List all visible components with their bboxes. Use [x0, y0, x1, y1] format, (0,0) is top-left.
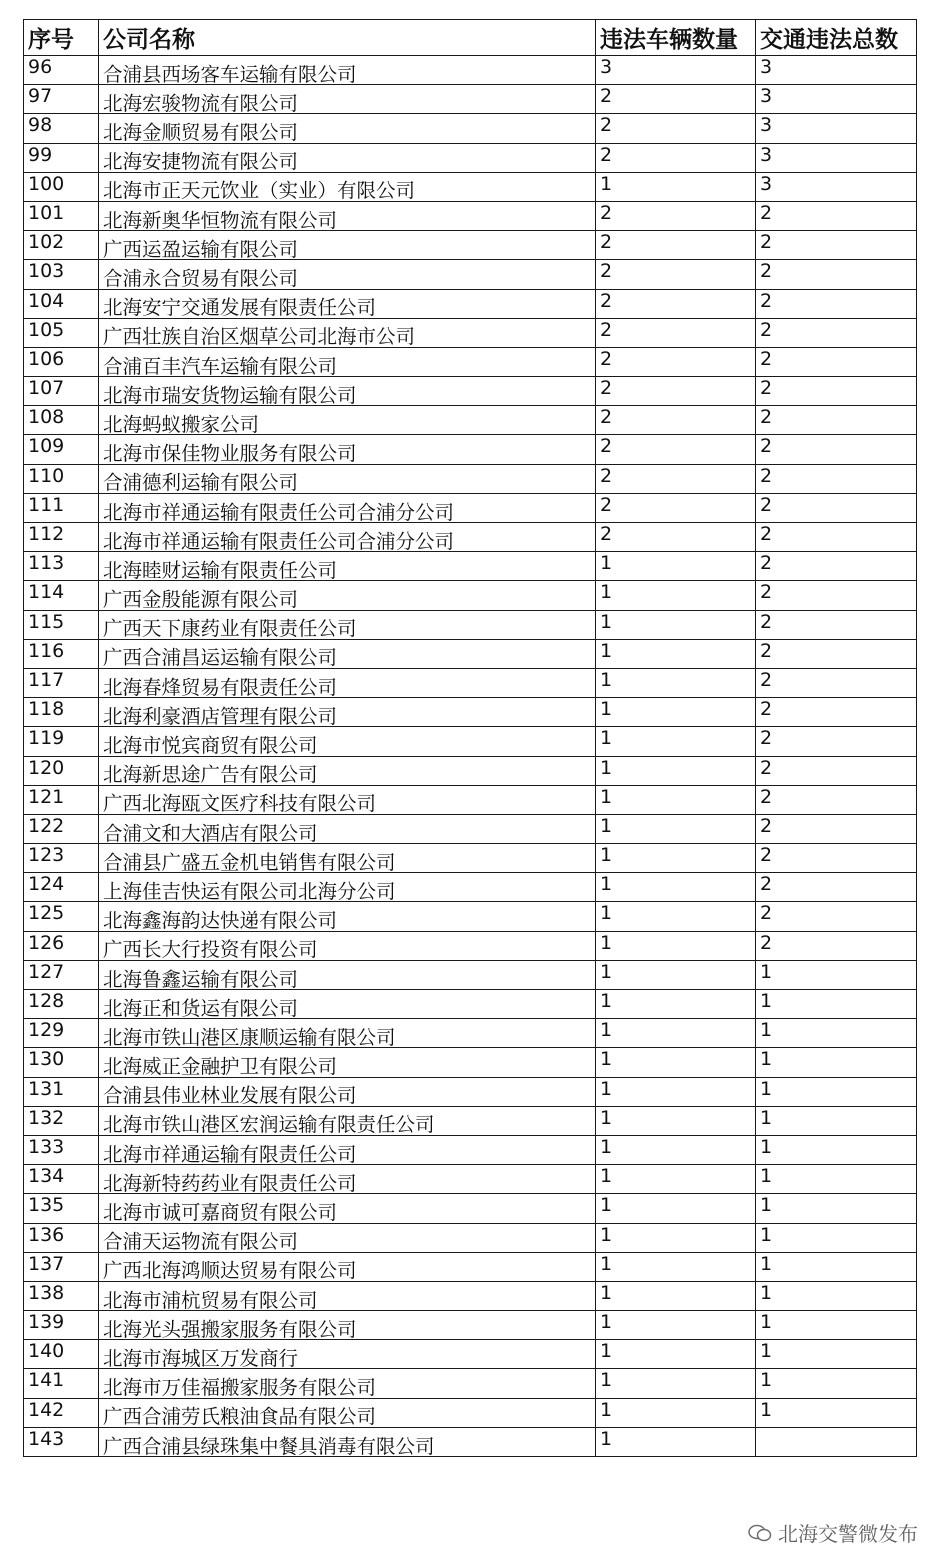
table-row [24, 698, 917, 727]
row-index: 121 [24, 785, 99, 814]
company-name: 合浦百丰汽车运输有限公司 [99, 347, 596, 376]
row-index: 114 [24, 581, 99, 610]
table-row [24, 931, 917, 960]
violation-total: 3 [756, 114, 917, 143]
violation-total: 2 [756, 347, 917, 376]
violation-total: 2 [756, 552, 917, 581]
vehicle-count: 1 [596, 552, 756, 581]
header-vehicle-count: 违法车辆数量 [596, 20, 756, 56]
violation-total: 3 [756, 143, 917, 172]
violation-total: 2 [756, 260, 917, 289]
company-name: 北海市祥通运输有限责任公司合浦分公司 [99, 493, 596, 522]
company-name: 北海市保佳物业服务有限公司 [99, 435, 596, 464]
table-row [24, 610, 917, 639]
vehicle-count: 3 [596, 56, 756, 85]
vehicle-count: 2 [596, 231, 756, 260]
table-row [24, 1135, 917, 1164]
row-index: 97 [24, 85, 99, 114]
company-name: 北海睦财运输有限责任公司 [99, 552, 596, 581]
violation-total: 2 [756, 844, 917, 873]
table-row [24, 289, 917, 318]
company-name: 北海市祥通运输有限责任公司合浦分公司 [99, 523, 596, 552]
row-index: 129 [24, 1019, 99, 1048]
table-row [24, 56, 917, 85]
vehicle-count: 1 [596, 1135, 756, 1164]
row-index: 138 [24, 1281, 99, 1310]
violation-total: 1 [756, 1223, 917, 1252]
vehicle-count: 1 [596, 698, 756, 727]
vehicle-count: 1 [596, 581, 756, 610]
table-row [24, 1106, 917, 1135]
row-index: 133 [24, 1135, 99, 1164]
violation-total: 1 [756, 960, 917, 989]
table-row [24, 493, 917, 522]
table-row [24, 1340, 917, 1369]
violation-total: 2 [756, 406, 917, 435]
table-row [24, 347, 917, 376]
violation-total: 2 [756, 201, 917, 230]
table-row [24, 201, 917, 230]
row-index: 119 [24, 727, 99, 756]
table-row [24, 172, 917, 201]
company-name: 北海正和货运有限公司 [99, 990, 596, 1019]
company-name: 北海新特药药业有限责任公司 [99, 1165, 596, 1194]
company-name: 合浦永合贸易有限公司 [99, 260, 596, 289]
row-index: 141 [24, 1369, 99, 1398]
company-name: 北海市悦宾商贸有限公司 [99, 727, 596, 756]
company-name: 北海市正天元饮业（实业）有限公司 [99, 172, 596, 201]
violation-total: 3 [756, 56, 917, 85]
row-index: 124 [24, 873, 99, 902]
company-name: 北海市诚可嘉商贸有限公司 [99, 1194, 596, 1223]
violation-total: 2 [756, 318, 917, 347]
violation-total: 2 [756, 902, 917, 931]
row-index: 135 [24, 1194, 99, 1223]
table-row [24, 143, 917, 172]
row-index: 103 [24, 260, 99, 289]
row-index: 110 [24, 464, 99, 493]
vehicle-count: 1 [596, 1427, 756, 1456]
violation-total: 1 [756, 1048, 917, 1077]
table-row [24, 785, 917, 814]
row-index: 130 [24, 1048, 99, 1077]
vehicle-count: 1 [596, 1281, 756, 1310]
row-index: 99 [24, 143, 99, 172]
row-index: 109 [24, 435, 99, 464]
company-name: 北海安捷物流有限公司 [99, 143, 596, 172]
row-index: 116 [24, 639, 99, 668]
row-index: 104 [24, 289, 99, 318]
row-index: 126 [24, 931, 99, 960]
vehicle-count: 2 [596, 406, 756, 435]
vehicle-count: 2 [596, 114, 756, 143]
violation-total: 1 [756, 1281, 917, 1310]
table-row [24, 960, 917, 989]
violation-total: 2 [756, 610, 917, 639]
company-name: 合浦天运物流有限公司 [99, 1223, 596, 1252]
company-name: 北海市海城区万发商行 [99, 1340, 596, 1369]
row-index: 115 [24, 610, 99, 639]
table-row [24, 1019, 917, 1048]
row-index: 125 [24, 902, 99, 931]
watermark-text: 北海交警微发布 [778, 1522, 918, 1546]
vehicle-count: 1 [596, 1019, 756, 1048]
table-row [24, 523, 917, 552]
table-row [24, 318, 917, 347]
vehicle-count: 1 [596, 1311, 756, 1340]
vehicle-count: 1 [596, 960, 756, 989]
company-name: 广西北海瓯文医疗科技有限公司 [99, 785, 596, 814]
violation-total: 2 [756, 523, 917, 552]
vehicle-count: 2 [596, 523, 756, 552]
row-index: 128 [24, 990, 99, 1019]
company-name: 北海市万佳福搬家服务有限公司 [99, 1369, 596, 1398]
vehicle-count: 2 [596, 464, 756, 493]
company-name: 北海市铁山港区康顺运输有限公司 [99, 1019, 596, 1048]
vehicle-count: 2 [596, 289, 756, 318]
violation-total: 2 [756, 727, 917, 756]
table-row [24, 1223, 917, 1252]
vehicle-count: 1 [596, 1106, 756, 1135]
vehicle-count: 1 [596, 990, 756, 1019]
violation-total: 1 [756, 1311, 917, 1340]
vehicle-count: 1 [596, 1340, 756, 1369]
company-name: 广西壮族自治区烟草公司北海市公司 [99, 318, 596, 347]
row-index: 136 [24, 1223, 99, 1252]
table-row [24, 990, 917, 1019]
violation-total: 1 [756, 990, 917, 1019]
row-index: 132 [24, 1106, 99, 1135]
violation-total: 2 [756, 756, 917, 785]
company-name: 北海蚂蚁搬家公司 [99, 406, 596, 435]
vehicle-count: 2 [596, 435, 756, 464]
table-row [24, 581, 917, 610]
row-index: 117 [24, 668, 99, 697]
company-name: 北海威正金融护卫有限公司 [99, 1048, 596, 1077]
table-row [24, 231, 917, 260]
company-name: 北海宏骏物流有限公司 [99, 85, 596, 114]
company-name: 合浦县伟业林业发展有限公司 [99, 1077, 596, 1106]
company-name: 广西长大行投资有限公司 [99, 931, 596, 960]
company-name: 广西金殷能源有限公司 [99, 581, 596, 610]
violation-total: 2 [756, 668, 917, 697]
vehicle-count: 1 [596, 814, 756, 843]
violation-total [756, 1427, 917, 1456]
row-index: 100 [24, 172, 99, 201]
row-index: 105 [24, 318, 99, 347]
table-row [24, 639, 917, 668]
header-index: 序号 [24, 20, 99, 56]
vehicle-count: 2 [596, 201, 756, 230]
row-index: 137 [24, 1252, 99, 1281]
row-index: 142 [24, 1398, 99, 1427]
violation-total: 1 [756, 1252, 917, 1281]
violation-total: 2 [756, 785, 917, 814]
violation-total: 2 [756, 814, 917, 843]
company-name: 北海市祥通运输有限责任公司 [99, 1135, 596, 1164]
company-name: 广西北海鸿顺达贸易有限公司 [99, 1252, 596, 1281]
row-index: 118 [24, 698, 99, 727]
violation-total: 2 [756, 435, 917, 464]
row-index: 134 [24, 1165, 99, 1194]
violation-total: 2 [756, 581, 917, 610]
company-name: 广西合浦昌运运输有限公司 [99, 639, 596, 668]
table-row [24, 1281, 917, 1310]
table-row [24, 552, 917, 581]
table-body [24, 56, 917, 1457]
row-index: 108 [24, 406, 99, 435]
company-name: 合浦县广盛五金机电销售有限公司 [99, 844, 596, 873]
violation-total: 1 [756, 1369, 917, 1398]
company-name: 北海春烽贸易有限责任公司 [99, 668, 596, 697]
table-row [24, 1427, 917, 1456]
vehicle-count: 1 [596, 727, 756, 756]
vehicle-count: 1 [596, 1398, 756, 1427]
row-index: 107 [24, 377, 99, 406]
table-row [24, 1077, 917, 1106]
violation-total: 1 [756, 1398, 917, 1427]
row-index: 140 [24, 1340, 99, 1369]
vehicle-count: 1 [596, 844, 756, 873]
company-name: 北海金顺贸易有限公司 [99, 114, 596, 143]
company-name: 广西运盈运输有限公司 [99, 231, 596, 260]
company-name: 合浦德利运输有限公司 [99, 464, 596, 493]
vehicle-count: 1 [596, 1369, 756, 1398]
row-index: 98 [24, 114, 99, 143]
row-index: 102 [24, 231, 99, 260]
table-row [24, 464, 917, 493]
company-name: 北海新思途广告有限公司 [99, 756, 596, 785]
company-name: 北海利豪酒店管理有限公司 [99, 698, 596, 727]
row-index: 101 [24, 201, 99, 230]
vehicle-count: 1 [596, 902, 756, 931]
row-index: 112 [24, 523, 99, 552]
table-row [24, 814, 917, 843]
company-name: 北海光头强搬家服务有限公司 [99, 1311, 596, 1340]
table-row [24, 406, 917, 435]
violation-total: 1 [756, 1194, 917, 1223]
vehicle-count: 1 [596, 873, 756, 902]
vehicle-count: 1 [596, 639, 756, 668]
vehicle-count: 1 [596, 1194, 756, 1223]
violation-total: 3 [756, 172, 917, 201]
vehicle-count: 1 [596, 1165, 756, 1194]
table-row [24, 727, 917, 756]
company-name: 北海新奥华恒物流有限公司 [99, 201, 596, 230]
row-index: 123 [24, 844, 99, 873]
table-row [24, 668, 917, 697]
row-index: 120 [24, 756, 99, 785]
violation-total: 1 [756, 1340, 917, 1369]
violation-table [23, 19, 917, 1457]
table-header-row [24, 20, 917, 56]
company-name: 广西合浦县绿珠集中餐具消毒有限公司 [99, 1427, 596, 1456]
company-name: 北海市瑞安货物运输有限公司 [99, 377, 596, 406]
table-row [24, 1252, 917, 1281]
company-name: 北海鑫海韵达快递有限公司 [99, 902, 596, 931]
vehicle-count: 2 [596, 85, 756, 114]
violation-table-container [23, 19, 917, 1457]
company-name: 合浦文和大酒店有限公司 [99, 814, 596, 843]
table-row [24, 1311, 917, 1340]
table-row [24, 114, 917, 143]
company-name: 上海佳吉快运有限公司北海分公司 [99, 873, 596, 902]
table-row [24, 844, 917, 873]
row-index: 111 [24, 493, 99, 522]
company-name: 广西天下康药业有限责任公司 [99, 610, 596, 639]
row-index: 113 [24, 552, 99, 581]
vehicle-count: 1 [596, 668, 756, 697]
company-name: 北海安宁交通发展有限责任公司 [99, 289, 596, 318]
row-index: 127 [24, 960, 99, 989]
wechat-icon [748, 1524, 772, 1542]
company-name: 合浦县西场客车运输有限公司 [99, 56, 596, 85]
violation-total: 2 [756, 231, 917, 260]
row-index: 131 [24, 1077, 99, 1106]
table-row [24, 85, 917, 114]
violation-total: 1 [756, 1165, 917, 1194]
vehicle-count: 1 [596, 931, 756, 960]
company-name: 北海市铁山港区宏润运输有限责任公司 [99, 1106, 596, 1135]
violation-total: 2 [756, 698, 917, 727]
violation-total: 2 [756, 493, 917, 522]
vehicle-count: 1 [596, 785, 756, 814]
vehicle-count: 2 [596, 377, 756, 406]
table-row [24, 1369, 917, 1398]
vehicle-count: 1 [596, 1048, 756, 1077]
table-row [24, 1165, 917, 1194]
header-violation-total: 交通违法总数 [756, 20, 917, 56]
company-name: 北海鲁鑫运输有限公司 [99, 960, 596, 989]
table-row [24, 1398, 917, 1427]
violation-total: 2 [756, 873, 917, 902]
row-index: 106 [24, 347, 99, 376]
table-row [24, 1194, 917, 1223]
vehicle-count: 2 [596, 143, 756, 172]
vehicle-count: 1 [596, 1252, 756, 1281]
row-index: 139 [24, 1311, 99, 1340]
table-row [24, 873, 917, 902]
table-row [24, 756, 917, 785]
company-name: 广西合浦劳氏粮油食品有限公司 [99, 1398, 596, 1427]
table-row [24, 902, 917, 931]
vehicle-count: 1 [596, 1223, 756, 1252]
vehicle-count: 2 [596, 347, 756, 376]
table-row [24, 435, 917, 464]
vehicle-count: 2 [596, 260, 756, 289]
header-company-name: 公司名称 [99, 20, 596, 56]
row-index: 96 [24, 56, 99, 85]
row-index: 122 [24, 814, 99, 843]
violation-total: 2 [756, 464, 917, 493]
vehicle-count: 2 [596, 493, 756, 522]
vehicle-count: 1 [596, 172, 756, 201]
table-row [24, 260, 917, 289]
watermark [748, 1518, 918, 1547]
violation-total: 2 [756, 931, 917, 960]
violation-total: 1 [756, 1135, 917, 1164]
violation-total: 1 [756, 1077, 917, 1106]
violation-total: 3 [756, 85, 917, 114]
violation-total: 2 [756, 289, 917, 318]
vehicle-count: 1 [596, 756, 756, 785]
vehicle-count: 1 [596, 610, 756, 639]
table-row [24, 1048, 917, 1077]
violation-total: 1 [756, 1019, 917, 1048]
violation-total: 1 [756, 1106, 917, 1135]
vehicle-count: 2 [596, 318, 756, 347]
row-index: 143 [24, 1427, 99, 1456]
vehicle-count: 1 [596, 1077, 756, 1106]
company-name: 北海市浦杭贸易有限公司 [99, 1281, 596, 1310]
violation-total: 2 [756, 639, 917, 668]
violation-total: 2 [756, 377, 917, 406]
table-row [24, 377, 917, 406]
